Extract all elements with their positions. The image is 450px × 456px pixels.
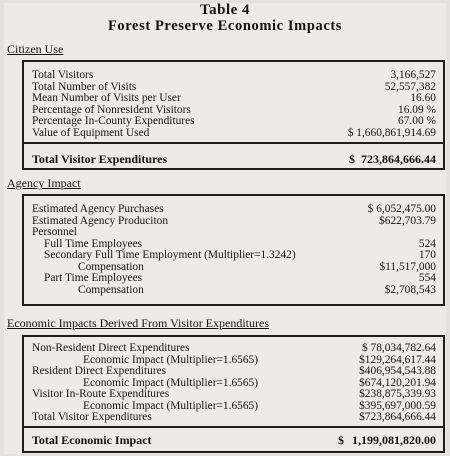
table-row: Visitor In-Route Expenditures $238,875,339.93 — [32, 388, 436, 400]
citizen-use-box — [22, 60, 445, 170]
table-row: Economic Impact (Multiplier=1.6565) $129,264,617.44 — [83, 353, 436, 366]
table-caption: Forest Preserve Economic Impacts — [107, 18, 343, 34]
table-row: Percentage In-County Expenditures 67.00 % — [32, 115, 436, 127]
table-row: Economic Impact (Multiplier=1.6565) $674,120,201.94 — [83, 376, 436, 389]
table-row: Full Time Employees 524 — [44, 237, 436, 250]
table-row: Total Visitors 3,166,527 — [32, 69, 436, 81]
table-title — [0, 2, 450, 34]
visitor-impacts-box — [22, 335, 445, 453]
table-row: Compensation $2,708,543 — [78, 283, 436, 296]
total-visitor-expenditures-row: Total Visitor Expenditures $ 723,864,666.44 — [32, 152, 436, 166]
table-row: Total Number of Visits 52,557,382 — [32, 80, 436, 93]
section-heading-visitor-impacts: Economic Impacts Derived From Visitor Expenditures — [7, 316, 270, 330]
table-number: Table 4 — [199, 2, 251, 18]
divider — [22, 142, 445, 144]
table-row: Economic Impact (Multiplier=1.6565) $395,697,000.59 — [83, 399, 436, 412]
table-row: Percentage of Nonresident Visitors 16.09 % — [32, 103, 436, 116]
table-row: Secondary Full Time Employment (Multiplier=1.3242) 170 — [44, 249, 436, 261]
table-row: Estimated Agency Produciton $622,703.79 — [32, 214, 436, 227]
table-row: Part Time Employees 554 — [44, 272, 436, 284]
table-row: Non-Resident Direct Expenditures $ 78,034,782.64 — [32, 342, 436, 354]
table-row: Total Visitor Expenditures $723,864,666.44 — [32, 411, 436, 423]
section-heading-agency-impact: Agency Impact — [7, 176, 81, 190]
agency-impact-box — [22, 194, 445, 306]
table-row: Value of Equipment Used $ 1,660,861,914.69 — [32, 126, 436, 139]
table-row: Mean Number of Visits per User 16.60 — [32, 92, 436, 104]
section-heading-citizen-use: Citizen Use — [7, 42, 64, 56]
total-economic-impact-row: Total Economic Impact $ 1,199,081,820.00 — [32, 433, 436, 447]
divider — [22, 426, 445, 428]
table-row: Personnel — [32, 226, 77, 238]
table-row: Resident Direct Expenditures $406,954,543.88 — [32, 365, 436, 377]
table-row: Estimated Agency Purchases $ 6,052,475.00 — [32, 203, 436, 215]
table-row: Compensation $11,517,000 — [78, 260, 436, 273]
